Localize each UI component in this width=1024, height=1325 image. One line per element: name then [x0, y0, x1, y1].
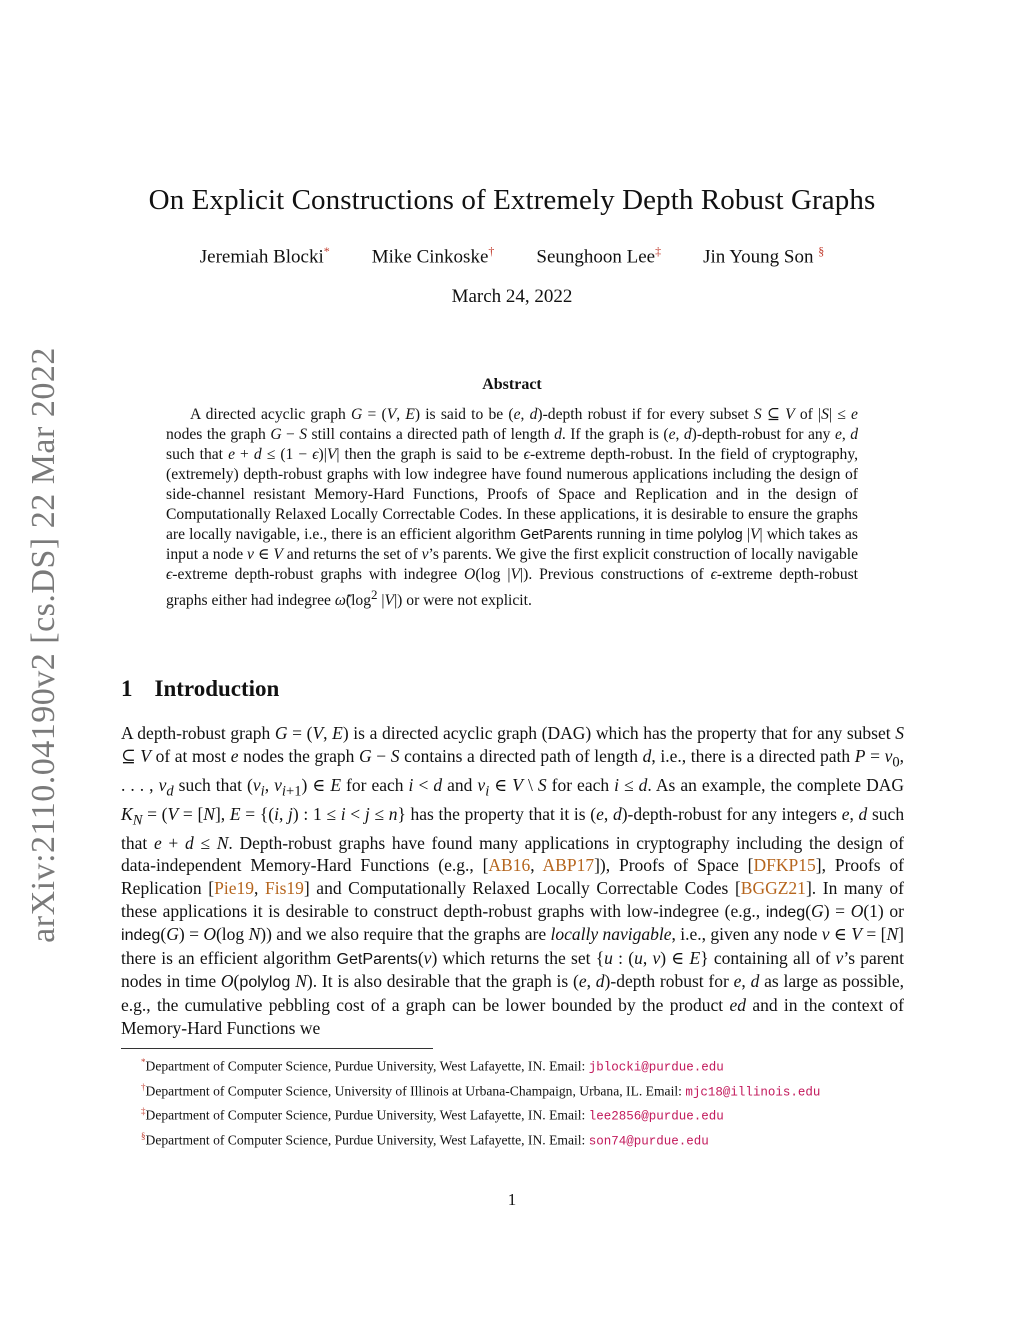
footnote-mark[interactable]: §: [818, 244, 825, 258]
citation-link[interactable]: BGGZ21: [740, 878, 806, 899]
abstract-body: A directed acyclic graph G = (V, E) is said to be (e, d)-depth robust if for every subset S ⊆ V of |S| ≤ e nodes the graph G − S still contains a directed path of length d. If the graph is (e, d)-depth-robust for any e, d such that e + d ≤ (1 − ϵ)|V| then the graph is said to be ϵ-extreme depth-robust. In the field of cryptography, (extremely) depth-robust graphs with low indegree have found numerous applications including the design of side-channel resistant Memory-Hard Functions, Proofs of Space and Replication and in the design of Computationally Relaxed Locally Correctable Codes. In these applications, it is desirable to ensure the graphs are locally navigable, i.e., there is an efficient algorithm GetParents running in time polylog |V| which takes as input a node v ∈ V and returns the set of v’s parents. We give the first explicit construction of locally navigable ϵ-extreme depth-robust graphs with indegree O(log |V|). Previous constructions of ϵ-extreme depth-robust graphs either had indegree $\omegã(\log^2$ |V|) or were not explicit.: [166, 406, 859, 610]
citation-link[interactable]: ABP17: [542, 855, 595, 876]
footnote: †Department of Computer Science, University of Illinois at Urbana-Champaign, Urbana, IL. Email: mjc18@illinois.edu: [141, 1081, 821, 1100]
author: Mike Cinkoske†: [371, 244, 495, 268]
email-link[interactable]: lee2856@purdue.edu: [588, 1109, 724, 1124]
paper-title: On Explicit Constructions of Extremely Depth Robust Graphs: [148, 184, 876, 216]
footnote-mark[interactable]: ‡: [655, 244, 662, 258]
arxiv-stamp: [22, 347, 66, 943]
citation-link[interactable]: Fis19: [264, 878, 304, 899]
author-list: [0, 244, 1024, 268]
footnote: §Department of Computer Science, Purdue University, West Lafayette, IN. Email: son74@purdue.edu: [141, 1130, 709, 1149]
citation-link[interactable]: Pie19: [214, 878, 254, 899]
email-link[interactable]: son74@purdue.edu: [588, 1134, 709, 1149]
abstract-heading: Abstract: [482, 376, 542, 393]
footnote: *Department of Computer Science, Purdue University, West Lafayette, IN. Email: jblocki@purdue.edu: [141, 1057, 724, 1075]
footnote-mark[interactable]: †: [488, 244, 495, 258]
email-link[interactable]: mjc18@illinois.edu: [685, 1085, 821, 1100]
footnote-divider: [121, 1048, 433, 1049]
author: Jin Young Son §: [703, 244, 825, 268]
page-number: 1: [507, 1190, 517, 1209]
footnote: ‡Department of Computer Science, Purdue University, West Lafayette, IN. Email: lee2856@purdue.edu: [141, 1106, 724, 1124]
footnote-mark[interactable]: *: [323, 244, 330, 258]
arxiv-id: arXiv:2110.04190v2 [cs.DS] 22 Mar 2022: [25, 347, 63, 943]
paper-date: March 24, 2022: [451, 286, 573, 307]
author: Seunghoon Lee‡: [536, 244, 662, 268]
citation-link[interactable]: DFKP15: [753, 855, 816, 876]
footnotes: [121, 1053, 904, 1151]
introduction-body: A depth-robust graph G = (V, E) is a directed acyclic graph (DAG) which has the property that for any subset S ⊆ V of at most e nodes the graph G − S contains a directed path of length d, i.e., there is a directed path $P = v_0$, . . . , $v_d$ such that ($v_i$, $v_{i+1}$) ∈ E for each i < d and $v_i$ ∈ V \ S for each i ≤ d. As an example, the complete DAG $K_N = (V = [N]$, E = {(i, j) : 1 ≤ i < j ≤ n} has the property that it is (e, d)-depth-robust for any integers e, d such that e + d ≤ N. Depth-robust graphs have found many applications in cryptography including the design of data-independent Memory-Hard Functions (e.g., [AB16, ABP17]), Proofs of Space [DFKP15], Proofs of Replication [Pie19, Fis19] and Computationally Relaxed Locally Correctable Codes [BGGZ21]. In many of these applications it is desirable to construct depth-robust graphs with low-indegree (e.g., indeg(G) = O(1) or indeg(G) = O(log N)) and we also require that the graphs are locally navigable, i.e., given any node v ∈ V = [N] there is an efficient algorithm GetParents(v) which returns the set {u : (u, v) ∈ E} containing all of v’s parent nodes in time O(polylog N). It is also desirable that the graph is (e, d)-depth robust for e, d as large as possible, e.g., the cumulative pebbling cost of a graph can be lower bounded by the product ed and in the context of Memory-Hard Functions we: [121, 723, 905, 1038]
author: Jeremiah Blocki*: [199, 244, 330, 268]
citation-link[interactable]: AB16: [488, 855, 531, 876]
email-link[interactable]: jblocki@purdue.edu: [588, 1060, 724, 1075]
section-heading: 1 Introduction: [121, 676, 280, 701]
